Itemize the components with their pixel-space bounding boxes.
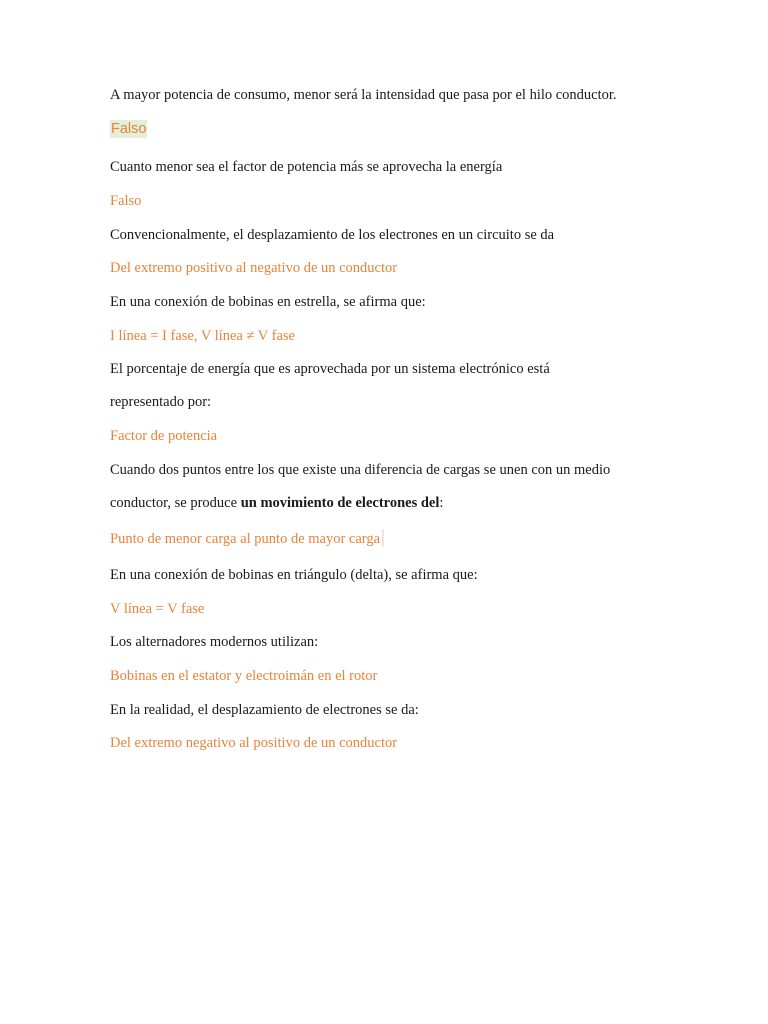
answer-3: Del extremo positivo al negativo de un conductor [110,260,398,276]
question-9: En la realidad, el desplazamiento de electrones se da: [110,702,419,718]
question-6-line-1: Cuando dos puntos entre los que existe una diferencia de cargas se unen con un medio [110,462,611,478]
question-1: A mayor potencia de consumo, menor será la intensidad que pasa por el hilo conductor. [110,87,617,103]
question-5-line-2: representado por: [110,394,212,410]
answer-9: Del extremo negativo al positivo de un conductor [110,735,398,751]
answer-7: V línea = V fase [110,601,205,617]
answer-6-text: Punto de menor carga al punto de mayor carga [110,531,381,547]
answer-8: Bobinas en el estator y electroimán en el rotor [110,668,378,684]
answer-1-highlight: Falso [111,121,147,137]
text-cursor [382,529,384,547]
answer-2: Falso [110,193,142,209]
answer-5: Factor de potencia [110,428,218,444]
question-6-bold-text: un movimiento de electrones del [240,495,440,511]
answer-1 [110,120,147,138]
question-6-line-2 [110,494,443,512]
question-2: Cuanto menor sea el factor de potencia más se aprovecha la energía [110,159,503,175]
question-5-line-1: El porcentaje de energía que es aprovechada por un sistema electrónico está [110,361,550,377]
question-3: Convencionalmente, el desplazamiento de los electrones en un circuito se da [110,227,555,243]
answer-6 [110,529,384,548]
question-8: Los alternadores modernos utilizan: [110,634,319,650]
question-6-text-start: conductor, se produce [110,495,241,511]
question-7: En una conexión de bobinas en triángulo (delta), se afirma que: [110,567,478,583]
answer-4: I línea = I fase, V línea ≠ V fase [110,328,295,344]
question-4: En una conexión de bobinas en estrella, se afirma que: [110,294,426,310]
question-6-text-end: : [439,495,444,511]
